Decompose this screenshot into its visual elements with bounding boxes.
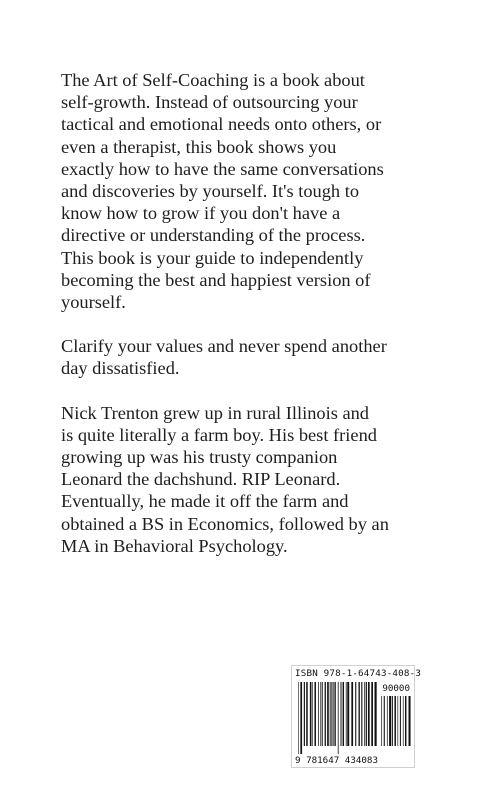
- barcode-bar: [334, 682, 335, 746]
- back-cover-blurb: [61, 69, 461, 579]
- blurb-tagline: Clarify your values and never spend another day dissatisfied.: [61, 336, 387, 379]
- barcode-bar: [298, 682, 299, 754]
- barcode-bar: [400, 696, 401, 746]
- barcode-bar: [384, 696, 385, 746]
- barcode-bar: [361, 682, 362, 746]
- barcode-bar: [331, 682, 332, 746]
- barcode-bar: [338, 682, 339, 754]
- ean-number: 9 781647 434083: [295, 755, 378, 766]
- barcode-bar: [341, 682, 342, 746]
- barcode-bar: [312, 682, 313, 746]
- blurb-description: The Art of Self-Coaching is a book about self-growth. Instead of outsourcing your tactical and emotional needs onto others, or even a therapist, this book shows you exactly how to have the same conversations and discoveries by yourself. It's tough to know how to grow if you don't have a directive or understanding of the process. This book is your guide to independently becoming the best and happiest version of yourself.: [61, 70, 384, 313]
- price-addon-number: 90000: [382, 683, 410, 694]
- ean-barcode-bars: [298, 682, 378, 754]
- barcode-bar: [300, 682, 302, 754]
- barcode-bar: [346, 682, 347, 746]
- barcode-bar: [333, 682, 334, 746]
- barcode-bar: [351, 682, 353, 746]
- barcode-bar: [387, 696, 388, 746]
- barcode-bar: [371, 682, 373, 746]
- barcode-bar: [368, 682, 370, 746]
- barcode-bar: [314, 682, 315, 746]
- barcode-bar: [347, 682, 349, 746]
- barcode-bar: [375, 682, 377, 746]
- barcode-bar: [403, 696, 404, 746]
- barcode-bar: [366, 682, 367, 746]
- addon-barcode-bars: [381, 696, 411, 754]
- barcode-bar: [392, 696, 393, 746]
- barcode-bar: [409, 696, 411, 746]
- isbn-barcode: [291, 665, 422, 768]
- barcode-bar: [310, 682, 312, 746]
- barcode-bar: [325, 682, 326, 746]
- barcode-bar: [389, 696, 391, 746]
- author-bio: Nick Trenton grew up in rural Illinois and is quite literally a farm boy. His best friend growing up was his trusty companion Leonard the dachshund. RIP Leonard. Eventually, he made it off the farm and obtained a BS in Economics, followed by an MA in Behavioral Psychology.: [61, 402, 389, 556]
- barcode-bar: [355, 682, 356, 746]
- barcode-bar: [364, 682, 365, 746]
- barcode-bar: [359, 682, 360, 746]
- barcode-bar: [398, 696, 399, 746]
- barcode-bar: [381, 696, 382, 746]
- barcode-bar: [306, 682, 308, 746]
- barcode-bar: [327, 682, 329, 746]
- barcode-bar: [320, 682, 321, 746]
- barcode-bar: [304, 682, 305, 746]
- barcode-bar: [330, 682, 331, 746]
- barcode-bar: [322, 682, 323, 746]
- barcode-bar: [343, 682, 344, 746]
- barcode-bar: [405, 696, 406, 746]
- barcode-bar: [394, 696, 395, 746]
- barcode-bar: [318, 682, 319, 746]
- isbn-label: ISBN 978-1-64743-408-3: [295, 668, 422, 679]
